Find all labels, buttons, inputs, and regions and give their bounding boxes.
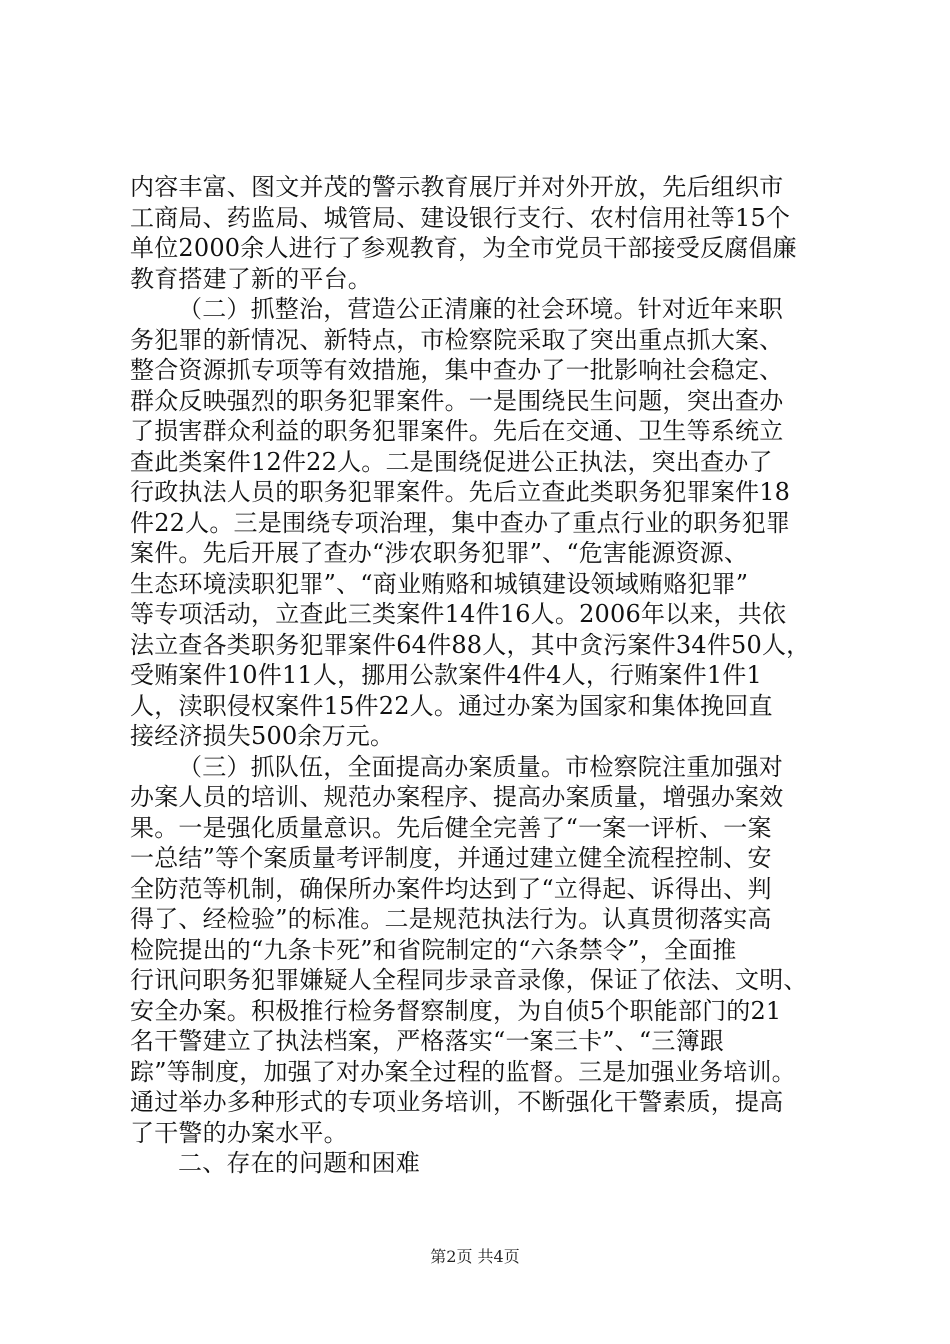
text-line: 得了、经检验”的标准。二是规范执法行为。认真贯彻落实高	[130, 905, 772, 933]
text-line: 果。一是强化质量意识。先后健全完善了“一案一评析、一案	[130, 813, 772, 842]
text-line: 生态环境渎职犯罪”、“商业贿赂和城镇建设领域贿赂犯罪”	[130, 569, 749, 598]
text-line: 务犯罪的新情况、新特点，市检察院采取了突出重点抓大案、	[130, 325, 784, 354]
text-line: 单位2000余人进行了参观教育，为全市党员干部接受反腐倡廉	[130, 234, 797, 262]
text-line: 办案人员的培训、规范办案程序、提高办案质量，增强办案效	[130, 783, 784, 811]
text-line: 教育搭建了新的平台。	[130, 264, 372, 293]
text-line: 行政执法人员的职务犯罪案件。先后立查此类职务犯罪案件18	[130, 478, 791, 506]
text-line: 整合资源抓专项等有效措施，集中查办了一批影响社会稳定、	[130, 356, 784, 384]
text-line: 受贿案件10件11人，挪用公款案件4件4人，行贿案件1件1	[130, 661, 762, 689]
text-line: 了干警的办案水平。	[130, 1118, 348, 1147]
page-footer	[0, 1244, 950, 1267]
text-line: 法立查各类职务犯罪案件64件88人，其中贪污案件34件50人，	[130, 630, 811, 659]
text-line: 人，渎职侵权案件15件22人。通过办案为国家和集体挽回直	[130, 691, 773, 720]
text-line: 一总结”等个案质量考评制度，并通过建立健全流程控制、安	[130, 844, 772, 872]
document-body	[130, 172, 830, 1179]
text-line: 查此类案件12件22人。二是围绕促进公正执法，突出查办了	[130, 447, 773, 476]
text-line: 接经济损失500余万元。	[130, 722, 395, 750]
text-line: 件22人。三是围绕专项治理，集中查办了重点行业的职务犯罪	[130, 508, 791, 537]
text-line: 安全办案。积极推行检务督察制度，为自侦5个职能部门的21	[130, 996, 782, 1025]
text-line: 行讯问职务犯罪嫌疑人全程同步录音录像，保证了依法、文明、	[130, 966, 808, 994]
text-line: （二）抓整治，营造公正清廉的社会环境。针对近年来职	[178, 295, 783, 323]
text-line: 通过举办多种形式的专项业务培训，不断强化干警素质，提高	[130, 1088, 784, 1116]
text-line: 等专项活动，立查此三类案件14件16人。2006年以来，共依	[130, 600, 787, 628]
text-line: 检院提出的“九条卡死”和省院制定的“六条禁令”，全面推	[130, 935, 737, 964]
text-line: 群众反映强烈的职务犯罪案件。一是围绕民生问题，突出查办	[130, 386, 784, 415]
text-line: 名干警建立了执法档案，严格落实“一案三卡”、“三簿跟	[130, 1027, 725, 1055]
page-number: 第2页 共4页	[430, 1247, 520, 1266]
text-line: 了损害群众利益的职务犯罪案件。先后在交通、卫生等系统立	[130, 417, 784, 445]
text-line: 踪”等制度，加强了对办案全过程的监督。三是加强业务培训。	[130, 1057, 796, 1086]
text-line: 二、存在的问题和困难	[178, 1149, 420, 1177]
text-line: 内容丰富、图文并茂的警示教育展厅并对外开放，先后组织市	[130, 173, 784, 201]
text-line: （三）抓队伍，全面提高办案质量。市检察院注重加强对	[178, 752, 783, 781]
text-line: 案件。先后开展了查办“涉农职务犯罪”、“危害能源资源、	[130, 539, 749, 567]
text-line: 全防范等机制，确保所办案件均达到了“立得起、诉得出、判	[130, 874, 772, 903]
text-line: 工商局、药监局、城管局、建设银行支行、农村信用社等15个	[130, 203, 791, 232]
